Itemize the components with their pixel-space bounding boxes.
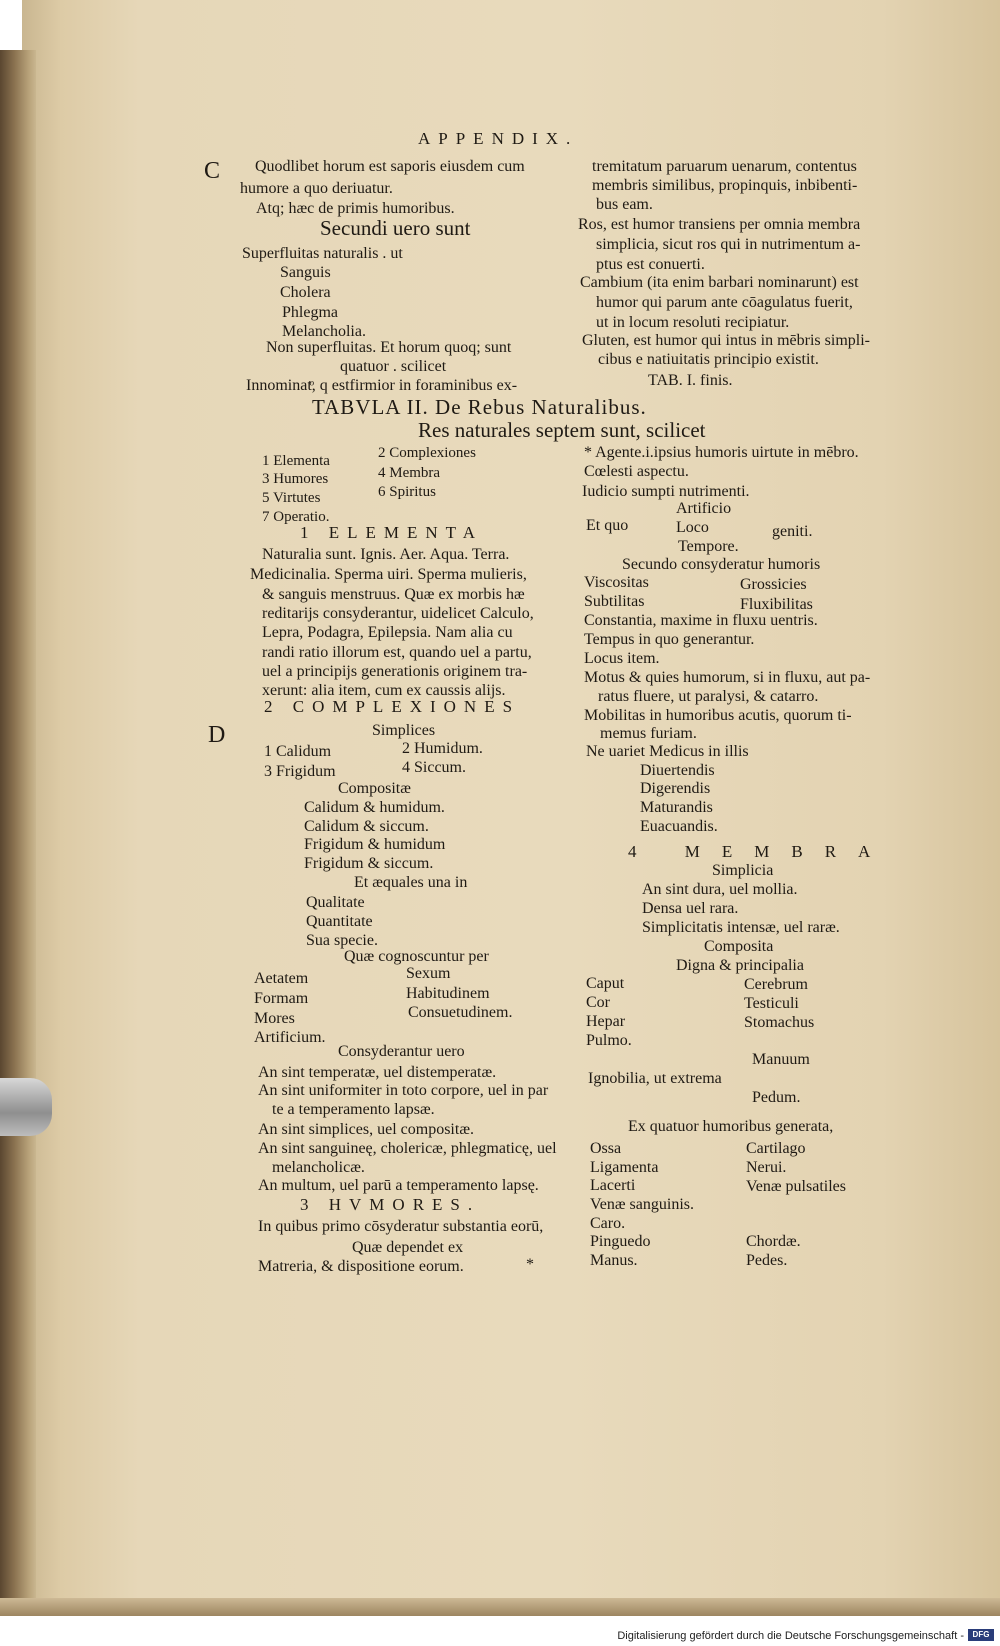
text-line: cibus e natiuitatis principio existit. <box>598 351 819 368</box>
list-item: 5 Virtutes <box>262 490 321 506</box>
text-line: Motus & quies humorum, si in fluxu, aut pa- <box>584 669 871 686</box>
section-heading: Secundi uero sunt <box>320 216 471 240</box>
list-item: Mores <box>254 1010 295 1027</box>
list-item: Euacuandis. <box>640 818 718 835</box>
list-item: Sexum <box>406 965 451 982</box>
list-item: 4 Siccum. <box>402 759 466 776</box>
funding-notice: Digitalisierung gefördert durch die Deutsche Forschungsgemeinschaft - <box>617 1630 964 1642</box>
text-line: Lepra, Podagra, Epilepsia. Nam alia cu <box>262 624 513 641</box>
list-item: Hepar <box>586 1013 626 1030</box>
text-line: Ne uariet Medicus in illis <box>586 743 749 760</box>
text-line: Medicinalia. Sperma uiri. Sperma mulieris, <box>250 566 527 583</box>
list-item: Viscositas <box>584 574 649 591</box>
list-item: Frigidum & siccum. <box>304 855 434 872</box>
text-line: membris similibus, propinquis, inbibenti- <box>592 177 858 194</box>
subheading: Composita <box>704 938 774 955</box>
text-line: memus furiam. <box>600 725 697 742</box>
list-item: Grossicies <box>740 576 807 593</box>
elementa-heading: 1 ELEMENTA <box>300 523 483 542</box>
list-item: Pedes. <box>746 1252 788 1269</box>
text-line: Mobilitas in humoribus acutis, quorum ti- <box>584 707 852 724</box>
list-item: Fluxibilitas <box>740 596 813 613</box>
list-item: Calidum & humidum. <box>304 799 445 816</box>
list-item: Artificium. <box>254 1029 326 1046</box>
text-line: humore a quo deriuatur. <box>240 180 393 197</box>
text-line: Iudicio sumpti nutrimenti. <box>582 483 750 500</box>
text-line: melancholicæ. <box>272 1159 365 1176</box>
list-item: 2 Complexiones <box>378 445 476 461</box>
list-item: Calidum & siccum. <box>304 818 429 835</box>
list-item: Caput <box>586 975 625 992</box>
subheading: Compositæ <box>338 780 411 797</box>
text-line: Densa uel rara. <box>642 900 739 917</box>
list-item: Phlegma <box>282 304 338 321</box>
text-line: Matreria, & dispositione eorum. <box>258 1258 464 1275</box>
list-item: Cartilago <box>746 1140 806 1157</box>
humores-heading: 3 HVMORES. <box>300 1195 481 1214</box>
list-item: Cerebrum <box>744 976 808 993</box>
text-line: ratus fluere, ut paralysi, & catarro. <box>598 688 819 705</box>
text-line: Quæ dependet ex <box>352 1239 464 1256</box>
text-line: Naturalia sunt. Ignis. Aer. Aqua. Terra. <box>262 546 510 563</box>
text-line: Quodlibet horum est saporis eiusdem cum <box>255 158 525 175</box>
text-line: Tempus in quo generantur. <box>584 631 755 648</box>
text-line: tremitatum paruarum uenarum, contentus <box>592 158 857 175</box>
text-line: bus eam. <box>596 196 653 213</box>
list-item: Manuum <box>752 1051 810 1068</box>
list-item: Testiculi <box>744 995 799 1012</box>
text-line: Atq; hæc de primis humoribus. <box>256 200 455 217</box>
list-item: Cor <box>586 994 610 1011</box>
text-line: Innominatͦ, q estfirmior in foraminibus ex- <box>246 377 518 394</box>
text-line: Gluten, est humor qui intus in mēbris simpli- <box>582 332 870 349</box>
text-line: simplicia, sicut ros qui in nutrimentum a- <box>596 236 861 253</box>
list-item: Formam <box>254 990 309 1007</box>
text-line: An sint sanguineę, cholericæ, phlegmaticę, uel <box>258 1140 557 1157</box>
list-item: Pedum. <box>752 1089 801 1106</box>
text-line: Non superfluitas. Et horum quoq; sunt <box>266 339 512 356</box>
margin-letter-d: D <box>208 722 226 748</box>
list-item: Consuetudinem. <box>408 1004 513 1021</box>
running-head: APPENDIX. <box>418 129 579 148</box>
membra-heading: 4 MEMBRA <box>628 842 893 861</box>
text-line: An sint uniformiter in toto corpore, uel in par <box>258 1082 549 1099</box>
list-item: Melancholia. <box>282 323 366 340</box>
list-item: 7 Operatio. <box>262 509 330 525</box>
list-item: Frigidum & humidum <box>304 836 446 853</box>
list-item: Quantitate <box>306 913 373 930</box>
list-item: 2 Humidum. <box>402 740 483 757</box>
list-item: 1 Elementa <box>262 453 330 469</box>
text-line: te a temperamento lapsæ. <box>272 1101 435 1118</box>
metal-clasp <box>0 1078 52 1136</box>
text-line: reditarijs consyderantur, uidelicet Calculo, <box>262 605 534 622</box>
text-line: Ros, est humor transiens per omnia membra <box>578 216 861 233</box>
list-item: Sua specie. <box>306 932 378 949</box>
list-item: 6 Spiritus <box>378 484 436 500</box>
list-item: geniti. <box>772 523 813 540</box>
tabula-title: TABVLA II. De Rebus Naturalibus. <box>312 395 647 419</box>
list-item: Caro. <box>590 1215 626 1232</box>
list-item: Ossa <box>590 1140 622 1157</box>
list-item: Venæ pulsatiles <box>746 1178 846 1195</box>
book-spine-edge <box>0 50 36 1610</box>
list-item: Loco <box>676 519 709 536</box>
margin-letter-c: C <box>204 158 221 184</box>
text-line: Superfluitas naturalis . ut <box>242 245 403 262</box>
complexiones-heading: 2 COMPLEXIONES <box>264 697 521 716</box>
list-item: Lacerti <box>590 1177 636 1194</box>
text-line: & sanguis menstruus. Quæ ex morbis hæ <box>262 586 525 603</box>
subheading: Simplices <box>372 722 436 739</box>
text-line: * Agente.i.ipsius humoris uirtute in mēbro. <box>584 444 859 461</box>
list-item: Diuertendis <box>640 762 715 779</box>
subheading: Simplicia <box>712 862 774 879</box>
list-item: Ligamenta <box>590 1159 659 1176</box>
list-item: Artificio <box>676 500 732 517</box>
text-line: xerunt: alia item, cum ex caussis alijs. <box>262 682 506 699</box>
text-line: Simplicitatis intensæ, uel raræ. <box>642 919 840 936</box>
tab-end-note: TAB. I. finis. <box>648 372 733 389</box>
text-line: An sint dura, uel mollia. <box>642 881 798 898</box>
book-bottom-edge <box>0 1598 1000 1616</box>
list-item: Aetatem <box>254 970 309 987</box>
subheading: Digna & principalia <box>676 957 804 974</box>
dfg-logo-icon: DFG <box>968 1629 994 1641</box>
text-line: An sint simplices, uel compositæ. <box>258 1121 474 1138</box>
list-item: Cholera <box>280 284 331 301</box>
list-item: Chordæ. <box>746 1233 801 1250</box>
text-line: Locus item. <box>584 650 660 667</box>
text-line: humor qui parum ante cōagulatus fuerit, <box>596 294 853 311</box>
subheading: Secundo consyderatur humoris <box>622 556 821 573</box>
list-item: Subtilitas <box>584 593 645 610</box>
text-line: An multum, uel parū a temperamento lapsę. <box>258 1177 539 1194</box>
asterisk-mark: * <box>526 1256 534 1273</box>
text-line: Quæ cognoscuntur per <box>344 948 489 965</box>
list-item: Pulmo. <box>586 1032 632 1049</box>
list-item: Nerui. <box>746 1159 787 1176</box>
list-item: Habitudinem <box>406 985 490 1002</box>
list-item: Digerendis <box>640 780 711 797</box>
subheading: Consyderantur uero <box>338 1043 465 1060</box>
text-line: Et quo <box>586 517 629 534</box>
text-line: Ignobilia, ut extrema <box>588 1070 722 1087</box>
list-item: Stomachus <box>744 1014 815 1031</box>
text-line: Constantia, maxime in fluxu uentris. <box>584 612 818 629</box>
list-item: Venæ sanguinis. <box>590 1196 694 1213</box>
list-item: Pinguedo <box>590 1233 651 1250</box>
list-item: 1 Calidum <box>264 743 332 760</box>
list-item: Sanguis <box>280 264 331 281</box>
text-line: quatuor . scilicet <box>340 358 447 375</box>
list-item: 4 Membra <box>378 465 441 481</box>
text-line: ptus est conuerti. <box>596 256 705 273</box>
text-line: Cambium (ita enim barbari nominarunt) est <box>580 274 859 291</box>
text-line: randi ratio illorum est, quando uel a partu, <box>262 644 532 661</box>
list-item: Manus. <box>590 1252 638 1269</box>
text-line: In quibus primo cōsyderatur substantia eorū, <box>258 1218 544 1235</box>
list-item: 3 Humores <box>262 471 329 487</box>
subheading: Ex quatuor humoribus generata, <box>628 1118 834 1135</box>
list-item: 3 Frigidum <box>264 763 336 780</box>
text-line: Cœlesti aspectu. <box>584 463 689 480</box>
list-item: Tempore. <box>678 538 739 555</box>
text-line: An sint temperatæ, uel distemperatæ. <box>258 1064 497 1081</box>
text-line: ut in locum resoluti recipiatur. <box>596 314 790 331</box>
tabula-subtitle: Res naturales septem sunt, scilicet <box>418 418 706 442</box>
list-item: Qualitate <box>306 894 365 911</box>
text-line: Et æquales una in <box>354 874 468 891</box>
text-line: uel a principijs generationis originem tra- <box>262 663 528 680</box>
list-item: Maturandis <box>640 799 713 816</box>
